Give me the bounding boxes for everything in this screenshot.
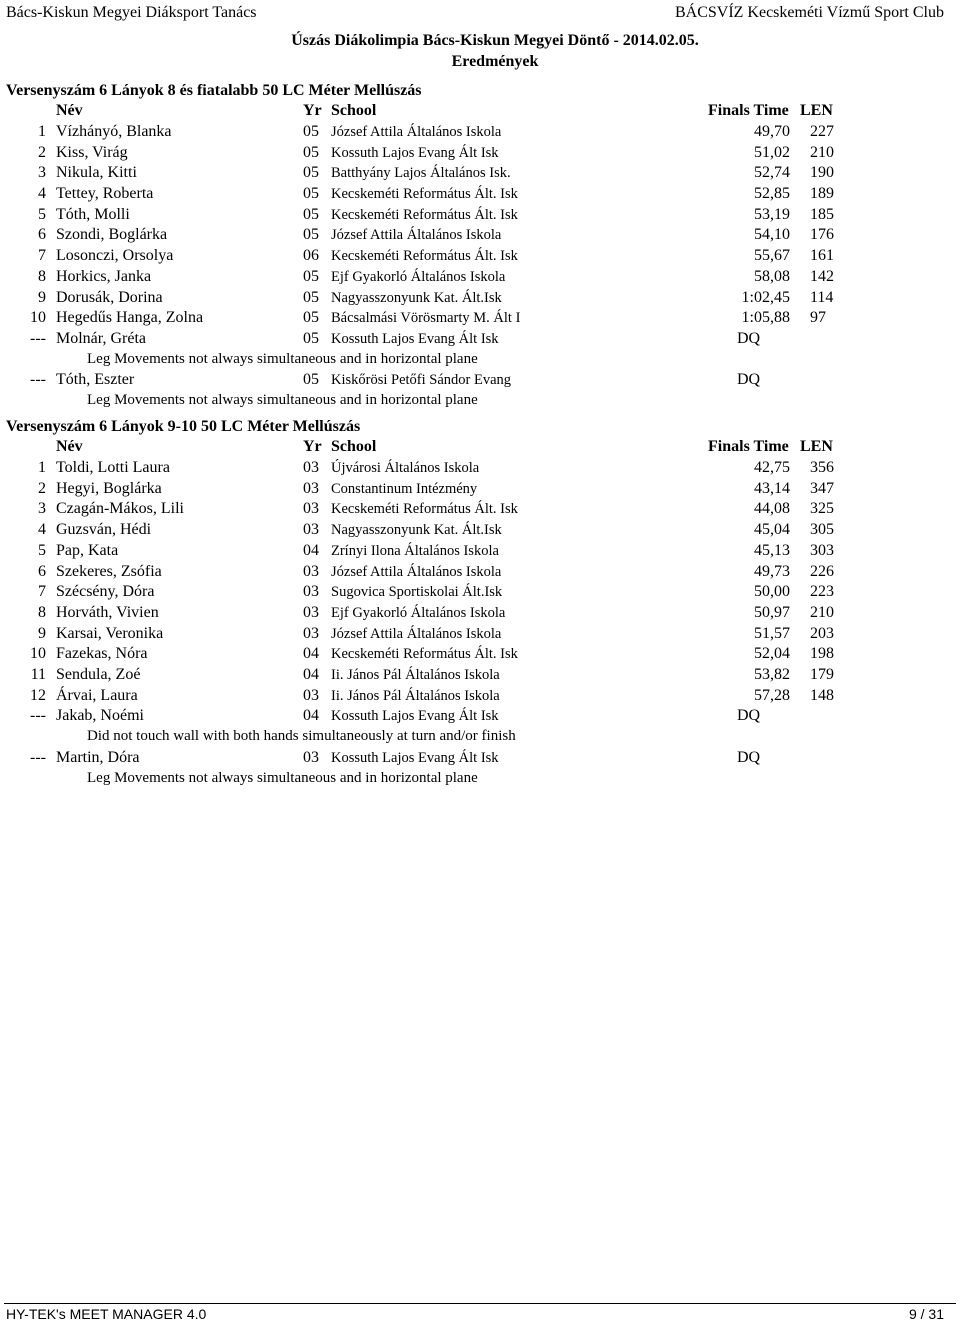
result-row: [0, 225, 960, 245]
school-name: Sugovica Sportiskolai Ált.Isk: [331, 584, 503, 600]
school-name: Kecskeméti Református Ált. Isk: [331, 186, 518, 202]
len-points: 227: [810, 123, 834, 140]
result-row: [0, 603, 960, 623]
dq-row: [0, 706, 960, 726]
swimmer-name: Szekeres, Zsófia: [56, 563, 162, 580]
swimmer-name: Árvai, Laura: [56, 687, 138, 704]
result-row: [0, 143, 960, 163]
event-title: Versenyszám 6 Lányok 8 és fiatalabb 50 LC Méter Mellúszás: [6, 82, 422, 99]
finals-time: 45,13: [754, 542, 790, 559]
len-points: 190: [810, 164, 834, 181]
birth-year: 03: [303, 521, 319, 538]
place: 8: [38, 604, 46, 621]
dq-status: DQ: [737, 371, 761, 388]
birth-year: 05: [303, 268, 319, 285]
len-points: 148: [810, 687, 834, 704]
column-header-row: [0, 101, 960, 121]
place: 3: [38, 500, 46, 517]
place: ---: [30, 371, 46, 388]
column-header-finals-time: Finals Time: [708, 438, 789, 455]
header-host-club: BÁCSVÍZ Kecskeméti Vízmű Sport Club: [674, 4, 944, 21]
birth-year: 04: [303, 645, 319, 662]
result-row: [0, 479, 960, 499]
place: 2: [38, 480, 46, 497]
school-name: Nagyasszonyunk Kat. Ált.Isk: [331, 290, 502, 306]
swimmer-name: Fazekas, Nóra: [56, 645, 148, 662]
school-name: József Attila Általános Iskola: [331, 564, 502, 580]
swimmer-name: Tóth, Molli: [56, 206, 130, 223]
finals-time: 52,85: [754, 185, 790, 202]
finals-time: 50,00: [754, 583, 790, 600]
birth-year: 05: [303, 185, 319, 202]
swimmer-name: Toldi, Lotti Laura: [56, 459, 170, 476]
column-header-len: LEN: [800, 438, 833, 455]
school-name: Kiskőrösi Petőfi Sándor Evang: [331, 372, 512, 388]
dq-row: [0, 329, 960, 349]
finals-time: 44,08: [754, 500, 790, 517]
page-subtitle: Eredmények: [451, 53, 539, 70]
birth-year: 03: [303, 480, 319, 497]
result-row: [0, 582, 960, 602]
birth-year: 05: [303, 226, 319, 243]
school-name: Kecskeméti Református Ált. Isk: [331, 248, 518, 264]
dq-status: DQ: [737, 707, 761, 724]
result-row: [0, 122, 960, 142]
school-name: Kossuth Lajos Evang Ált Isk: [331, 331, 499, 347]
finals-time: 45,04: [754, 521, 790, 538]
result-row: [0, 686, 960, 706]
swimmer-name: Molnár, Gréta: [56, 330, 146, 347]
finals-time: 1:05,88: [741, 309, 790, 326]
finals-time: 55,67: [754, 247, 790, 264]
school-name: Újvárosi Általános Iskola: [331, 460, 480, 476]
swimmer-name: Szécsény, Dóra: [56, 583, 155, 600]
school-name: Kossuth Lajos Evang Ált Isk: [331, 750, 499, 766]
result-row: [0, 205, 960, 225]
finals-time: 52,74: [754, 164, 790, 181]
column-header-len: LEN: [800, 102, 833, 119]
column-header-row: [0, 437, 960, 457]
place: 2: [38, 144, 46, 161]
result-row: [0, 562, 960, 582]
school-name: József Attila Általános Iskola: [331, 227, 502, 243]
school-name: Nagyasszonyunk Kat. Ált.Isk: [331, 522, 502, 538]
place: 4: [38, 521, 46, 538]
school-name: Kecskeméti Református Ált. Isk: [331, 501, 518, 517]
swimmer-name: Karsai, Veronika: [56, 625, 164, 642]
finals-time: 49,73: [754, 563, 790, 580]
school-name: Zrínyi Ilona Általános Iskola: [331, 543, 499, 559]
finals-time: 53,82: [754, 666, 790, 683]
place: 6: [38, 563, 46, 580]
finals-time: 53,19: [754, 206, 790, 223]
birth-year: 03: [303, 583, 319, 600]
dq-reason: Leg Movements not always simultaneous and in horizontal plane: [87, 770, 478, 786]
birth-year: 05: [303, 309, 319, 326]
len-points: 303: [810, 542, 834, 559]
birth-year: 03: [303, 749, 319, 766]
result-row: [0, 520, 960, 540]
result-row: [0, 267, 960, 287]
school-name: Kossuth Lajos Evang Ált Isk: [331, 145, 499, 161]
birth-year: 03: [303, 500, 319, 517]
finals-time: 50,97: [754, 604, 790, 621]
len-points: 198: [810, 645, 834, 662]
len-points: 189: [810, 185, 834, 202]
footer-divider: [4, 1303, 956, 1304]
birth-year: 05: [303, 206, 319, 223]
result-row: [0, 624, 960, 644]
result-row: [0, 644, 960, 664]
len-points: 210: [810, 604, 834, 621]
swimmer-name: Dorusák, Dorina: [56, 289, 163, 306]
place: 7: [38, 583, 46, 600]
swimmer-name: Tóth, Eszter: [56, 371, 135, 388]
swimmer-name: Martin, Dóra: [56, 749, 140, 766]
len-points: 347: [810, 480, 834, 497]
school-name: József Attila Általános Iskola: [331, 626, 502, 642]
result-row: [0, 458, 960, 478]
school-name: Batthyány Lajos Általános Isk.: [331, 165, 511, 181]
school-name: Bácsalmási Vörösmarty M. Ált I: [331, 310, 521, 326]
place: 1: [38, 123, 46, 140]
page-title: Úszás Diákolimpia Bács-Kiskun Megyei Döntő - 2014.02.05.: [291, 32, 699, 49]
place: 4: [38, 185, 46, 202]
school-name: Constantinum Intézmény: [331, 481, 478, 497]
swimmer-name: Hegyi, Boglárka: [56, 480, 162, 497]
birth-year: 05: [303, 289, 319, 306]
len-points: 142: [810, 268, 834, 285]
len-points: 179: [810, 666, 834, 683]
place: ---: [30, 707, 46, 724]
dq-reason: Leg Movements not always simultaneous and in horizontal plane: [87, 392, 478, 408]
finals-time: 51,02: [754, 144, 790, 161]
dq-status: DQ: [737, 749, 761, 766]
school-name: József Attila Általános Iskola: [331, 124, 502, 140]
school-name: Kecskeméti Református Ált. Isk: [331, 646, 518, 662]
school-name: Ii. János Pál Általános Iskola: [331, 688, 500, 704]
result-row: [0, 288, 960, 308]
column-header-finals-time: Finals Time: [708, 102, 789, 119]
place: 9: [38, 289, 46, 306]
len-points: 161: [810, 247, 834, 264]
birth-year: 03: [303, 604, 319, 621]
school-name: Kossuth Lajos Evang Ált Isk: [331, 708, 499, 724]
birth-year: 03: [303, 459, 319, 476]
swimmer-name: Sendula, Zoé: [56, 666, 141, 683]
result-row: [0, 665, 960, 685]
len-points: 325: [810, 500, 834, 517]
dq-reason: Leg Movements not always simultaneous and in horizontal plane: [87, 351, 478, 367]
dq-reason: Did not touch wall with both hands simultaneously at turn and/or finish: [87, 728, 516, 744]
dq-status: DQ: [737, 330, 761, 347]
place: 9: [38, 625, 46, 642]
finals-time: 49,70: [754, 123, 790, 140]
place: 1: [38, 459, 46, 476]
result-row: [0, 184, 960, 204]
footer-software: HY-TEK's MEET MANAGER 4.0: [6, 1306, 207, 1322]
column-header-school: School: [331, 102, 377, 119]
place: ---: [30, 330, 46, 347]
len-points: 223: [810, 583, 834, 600]
school-name: Ii. János Pál Általános Iskola: [331, 667, 500, 683]
swimmer-name: Hegedűs Hanga, Zolna: [56, 309, 204, 326]
finals-time: 43,14: [754, 480, 790, 497]
result-row: [0, 499, 960, 519]
swimmer-name: Kiss, Virág: [56, 144, 128, 161]
swimmer-name: Vízhányó, Blanka: [56, 123, 172, 140]
column-header-name: Név: [56, 102, 83, 119]
birth-year: 03: [303, 687, 319, 704]
footer-page-number: 9 / 31: [908, 1306, 944, 1322]
column-header-name: Név: [56, 438, 83, 455]
place: 5: [38, 542, 46, 559]
result-row: [0, 308, 960, 328]
column-header-school: School: [331, 438, 377, 455]
swimmer-name: Horkics, Janka: [56, 268, 152, 285]
column-header-yr: Yr: [303, 102, 322, 119]
column-header-yr: Yr: [303, 438, 322, 455]
birth-year: 05: [303, 144, 319, 161]
swimmer-name: Czagán-Mákos, Lili: [56, 500, 184, 517]
place: ---: [30, 749, 46, 766]
len-points: 210: [810, 144, 834, 161]
place: 11: [30, 666, 46, 683]
len-points: 97: [810, 309, 826, 326]
finals-time: 42,75: [754, 459, 790, 476]
birth-year: 04: [303, 707, 319, 724]
dq-row: [0, 748, 960, 768]
result-row: [0, 541, 960, 561]
len-points: 114: [810, 289, 834, 306]
finals-time: 54,10: [754, 226, 790, 243]
swimmer-name: Nikula, Kitti: [56, 164, 137, 181]
birth-year: 04: [303, 542, 319, 559]
birth-year: 06: [303, 247, 319, 264]
place: 8: [38, 268, 46, 285]
finals-time: 1:02,45: [741, 289, 790, 306]
result-row: [0, 163, 960, 183]
birth-year: 03: [303, 625, 319, 642]
finals-time: 52,04: [754, 645, 790, 662]
place: 12: [30, 687, 46, 704]
place: 10: [30, 645, 46, 662]
finals-time: 57,28: [754, 687, 790, 704]
len-points: 203: [810, 625, 834, 642]
finals-time: 51,57: [754, 625, 790, 642]
swimmer-name: Losonczi, Orsolya: [56, 247, 174, 264]
event-title: Versenyszám 6 Lányok 9-10 50 LC Méter Mellúszás: [6, 418, 361, 435]
swimmer-name: Guzsván, Hédi: [56, 521, 152, 538]
swimmer-name: Horváth, Vivien: [56, 604, 159, 621]
len-points: 176: [810, 226, 834, 243]
len-points: 305: [810, 521, 834, 538]
birth-year: 03: [303, 563, 319, 580]
birth-year: 05: [303, 371, 319, 388]
len-points: 356: [810, 459, 834, 476]
school-name: Kecskeméti Református Ált. Isk: [331, 207, 518, 223]
place: 5: [38, 206, 46, 223]
len-points: 185: [810, 206, 834, 223]
school-name: Ejf Gyakorló Általános Iskola: [331, 605, 506, 621]
len-points: 226: [810, 563, 834, 580]
birth-year: 04: [303, 666, 319, 683]
swimmer-name: Tettey, Roberta: [56, 185, 154, 202]
place: 3: [38, 164, 46, 181]
header-organizer: Bács-Kiskun Megyei Diáksport Tanács: [6, 4, 257, 21]
swimmer-name: Pap, Kata: [56, 542, 119, 559]
swimmer-name: Szondi, Boglárka: [56, 226, 168, 243]
place: 6: [38, 226, 46, 243]
finals-time: 58,08: [754, 268, 790, 285]
swimmer-name: Jakab, Noémi: [56, 707, 144, 724]
birth-year: 05: [303, 330, 319, 347]
place: 7: [38, 247, 46, 264]
place: 10: [30, 309, 46, 326]
school-name: Ejf Gyakorló Általános Iskola: [331, 269, 506, 285]
result-row: [0, 246, 960, 266]
birth-year: 05: [303, 164, 319, 181]
dq-row: [0, 370, 960, 390]
birth-year: 05: [303, 123, 319, 140]
